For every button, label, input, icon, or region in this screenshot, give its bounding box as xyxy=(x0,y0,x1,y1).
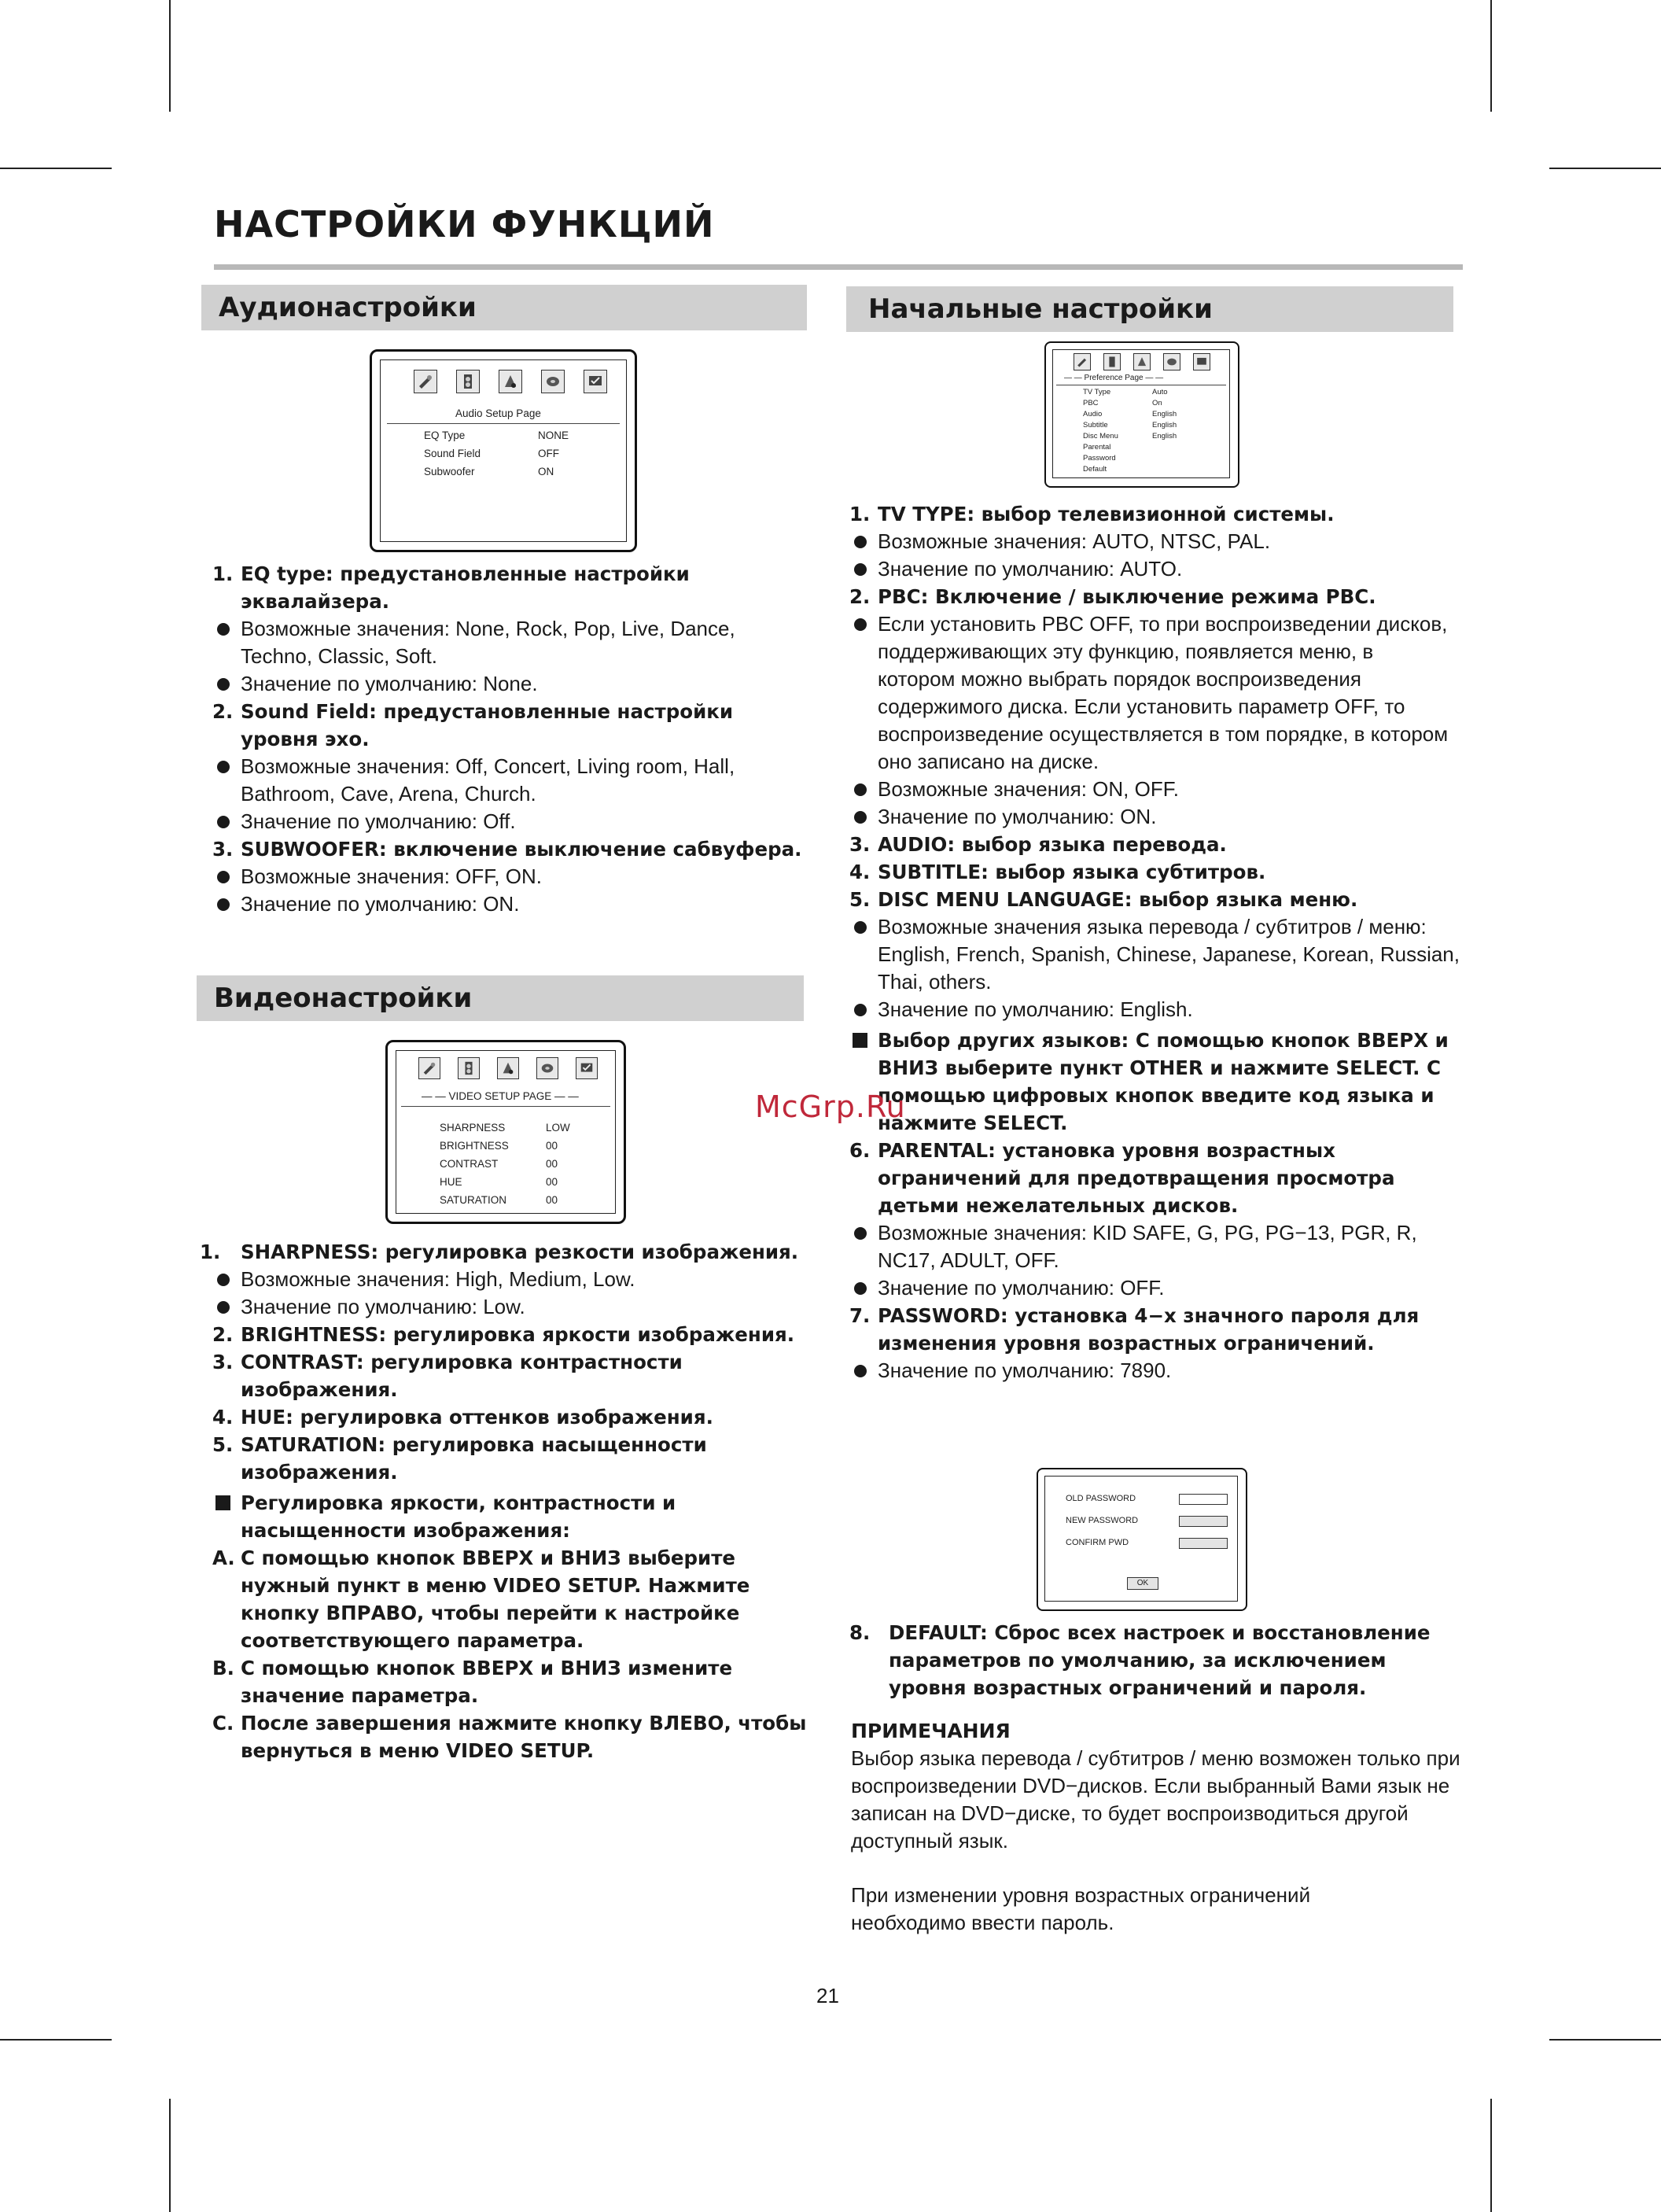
list-item: 3. AUDIO: выбор языка перевода. xyxy=(849,833,1227,856)
bullet: Значение по умолчанию: AUTO. xyxy=(851,555,1464,583)
screen-row-value: 00 xyxy=(546,1176,558,1188)
screen-page-title: — — VIDEO SETUP PAGE — — xyxy=(422,1090,579,1102)
screen-row-label: SHARPNESS xyxy=(440,1122,506,1134)
screen-row-label: Password xyxy=(1083,454,1116,463)
bullet: Значение по умолчанию: None. xyxy=(214,670,804,698)
old-password-field[interactable] xyxy=(1179,1494,1228,1505)
list-item: 1. EQ type: предустановленные настройки эквалайзера. xyxy=(212,562,690,613)
crop-mark xyxy=(0,168,112,169)
list-item: 2. BRIGHTNESS: регулировка яркости изображения. xyxy=(212,1323,795,1346)
list-item: 6. PARENTAL: установка уровня возрастных ограничений для предотвращения просмотра детьми нежелательных дисков. xyxy=(849,1139,1395,1217)
screen-row-value: On xyxy=(1152,399,1162,407)
bullet: Значение по умолчанию: ON. xyxy=(851,803,1464,831)
general-setup-icon xyxy=(418,1057,440,1079)
list-item: 5. SATURATION: регулировка насыщенности изображения. xyxy=(212,1433,707,1484)
bullet: Значение по умолчанию: 7890. xyxy=(851,1357,1464,1384)
list-item: 7. PASSWORD: установка 4−х значного пароля для изменения уровня возрастных ограничений. xyxy=(849,1304,1420,1355)
general-setup-icon xyxy=(1074,353,1091,371)
video-text xyxy=(200,1238,812,1764)
list-item: 4. SUBTITLE: выбор языка субтитров. xyxy=(849,861,1266,883)
bullet: Значение по умолчанию: ON. xyxy=(214,890,804,918)
bullet: Значение по умолчанию: Off. xyxy=(214,808,804,835)
new-password-field[interactable] xyxy=(1179,1516,1228,1527)
list-item: 4. HUE: регулировка оттенков изображения. xyxy=(212,1406,713,1429)
bullet: Если установить PBC OFF, то при воспроизведении дисков, поддерживающих эту функцию, появляется меню, в котором можно выбрать порядок воспроизведения содержимого диска. Если установить параметр OFF, то воспроизведение осуществляется в том порядке, в котором оно записано на диске. xyxy=(851,610,1452,776)
step-item: C. После завершения нажмите кнопку ВЛЕВО, чтобы вернуться в меню VIDEO SETUP. xyxy=(212,1712,807,1762)
bullet: Возможные значения языка перевода / субтитров / меню: English, French, Spanish, Chinese, Japanese, Korean, Russian, Thai, others. xyxy=(851,913,1464,996)
audio-icon xyxy=(499,370,522,393)
page-number: 21 xyxy=(816,1984,839,2007)
preference-icon xyxy=(576,1057,598,1079)
list-item: 5. DISC MENU LANGUAGE: выбор языка меню. xyxy=(849,888,1358,911)
list-item: 3. SUBWOOFER: включение выключение сабвуфера. xyxy=(212,838,802,861)
screen-row-value: English xyxy=(1152,432,1177,441)
bullet: Значение по умолчанию: OFF. xyxy=(851,1274,1464,1302)
preference-screen xyxy=(1044,341,1239,488)
screen-row-value: LOW xyxy=(546,1122,570,1134)
preference-text-top xyxy=(851,500,1464,1384)
screen-row-label: Default xyxy=(1083,465,1107,474)
screen-row-value: Auto xyxy=(1152,388,1168,396)
bullet: Возможные значения: AUTO, NTSC, PAL. xyxy=(851,528,1464,555)
bullet: Возможные значения: OFF, ON. xyxy=(214,863,804,890)
notes-paragraph: Выбор языка перевода / субтитров / меню возможен только при воспроизведении DVD−дисков. Если выбранный Вами язык не записан на DVD−диске, то будет воспроизводиться другой доступный язык. xyxy=(851,1746,1460,1853)
screen-row-value: OFF xyxy=(538,448,559,459)
bullet: Возможные значения: Off, Concert, Living room, Hall, Bathroom, Cave, Arena, Church. xyxy=(214,753,804,808)
screen-row-value: 00 xyxy=(546,1140,558,1152)
watermark: McGrp.Ru xyxy=(755,1089,906,1124)
notes-paragraph: При изменении уровня возрастных ограничений необходимо ввести пароль. xyxy=(851,1883,1311,1934)
bullet: Возможные значения: KID SAFE, G, PG, PG−13, PGR, R, NC17, ADULT, OFF. xyxy=(851,1219,1464,1274)
video-icon xyxy=(536,1057,558,1079)
list-item: 1. SHARPNESS: регулировка резкости изображения. xyxy=(200,1241,799,1263)
screen-row-label: HUE xyxy=(440,1176,462,1188)
page-title: НАСТРОЙКИ ФУНКЦИЙ xyxy=(214,203,715,245)
audio-icon xyxy=(1133,353,1151,371)
bullet: Возможные значения: None, Rock, Pop, Live, Dance, Techno, Classic, Soft. xyxy=(214,615,804,670)
confirm-password-label: CONFIRM PWD xyxy=(1066,1538,1129,1547)
bullet: Возможные значения: ON, OFF. xyxy=(851,776,1464,803)
screen-row-label: Audio xyxy=(1083,410,1103,418)
crop-mark xyxy=(169,0,171,112)
screen-page-title: Audio Setup Page xyxy=(455,407,541,419)
ok-button[interactable]: OK xyxy=(1127,1577,1158,1590)
screen-row-label: BRIGHTNESS xyxy=(440,1140,509,1152)
crop-mark xyxy=(1549,168,1661,169)
screen-row-label: EQ Type xyxy=(424,429,466,441)
screen-row-label: Sound Field xyxy=(424,448,481,459)
screen-row-value: English xyxy=(1152,410,1177,418)
preference-icon xyxy=(1193,353,1210,371)
video-icon xyxy=(1163,353,1180,371)
crop-mark xyxy=(0,2039,112,2041)
audio-section-heading: Аудионастройки xyxy=(201,285,807,330)
step-item: B. С помощью кнопок ВВЕРХ и ВНИЗ измените значение параметра. xyxy=(212,1657,733,1707)
title-rule xyxy=(214,264,1463,270)
crop-mark xyxy=(169,2099,171,2212)
crop-mark xyxy=(1549,2039,1661,2041)
password-screen xyxy=(1037,1468,1247,1611)
screen-row-label: CONTRAST xyxy=(440,1158,499,1170)
screen-row-label: TV Type xyxy=(1083,388,1111,396)
speaker-icon xyxy=(458,1057,480,1079)
screen-row-label: Disc Menu xyxy=(1083,432,1118,441)
preference-text-bottom xyxy=(851,1619,1464,1937)
bullet: Значение по умолчанию: English. xyxy=(851,996,1464,1023)
list-item: 8. DEFAULT: Сброс всех настроек и восстановление параметров по умолчанию, за исключением уровня возрастных ограничений и пароля. xyxy=(849,1621,1431,1699)
confirm-password-field[interactable] xyxy=(1179,1538,1228,1549)
screen-row-label: Subtitle xyxy=(1083,421,1108,429)
screen-row-value: NONE xyxy=(538,429,569,441)
video-section-heading: Видеонастройки xyxy=(197,975,804,1021)
video-setup-screen xyxy=(385,1040,626,1224)
screen-row-label: PBC xyxy=(1083,399,1099,407)
bullet: Возможные значения: High, Medium, Low. xyxy=(214,1266,812,1293)
preference-icon xyxy=(584,370,607,393)
preference-section-heading: Начальные настройки xyxy=(846,286,1453,332)
adjust-heading: Регулировка яркости, контрастности и насыщенности изображения: xyxy=(214,1489,812,1544)
audio-icon xyxy=(497,1057,519,1079)
step-item: A. С помощью кнопок ВВЕРХ и ВНИЗ выберите нужный пункт в меню VIDEO SETUP. Нажмите кнопку ВПРАВО, чтобы перейти к настройке соответствующего параметра. xyxy=(212,1547,750,1652)
screen-row-value: 00 xyxy=(546,1158,558,1170)
screen-row-value: 00 xyxy=(546,1194,558,1206)
screen-row-value: English xyxy=(1152,421,1177,429)
other-languages: Выбор других языков: С помощью кнопок ВВЕРХ и ВНИЗ выберите пункт OTHER и нажмите SELECT. С помощью цифровых кнопок введите код языка и нажмите SELECT. xyxy=(851,1027,1464,1137)
list-item: 2. Sound Field: предустановленные настройки уровня эхо. xyxy=(212,700,734,750)
video-icon xyxy=(541,370,565,393)
list-item: 1. TV TYPE: выбор телевизионной системы. xyxy=(849,503,1335,525)
screen-row-label: Subwoofer xyxy=(424,466,475,477)
speaker-icon xyxy=(1103,353,1121,371)
screen-row-label: SATURATION xyxy=(440,1194,507,1206)
screen-page-title: — — Preference Page — — xyxy=(1064,374,1164,382)
crop-mark xyxy=(1490,2099,1492,2212)
new-password-label: NEW PASSWORD xyxy=(1066,1516,1139,1525)
screen-row-label: Parental xyxy=(1083,443,1111,452)
audio-setup-screen xyxy=(370,349,637,552)
audio-text xyxy=(214,560,804,918)
notes-title: ПРИМЕЧАНИЯ xyxy=(851,1720,1011,1742)
screen-row-value: ON xyxy=(538,466,554,477)
bullet: Значение по умолчанию: Low. xyxy=(214,1293,812,1321)
speaker-icon xyxy=(456,370,480,393)
crop-mark xyxy=(1490,0,1492,112)
old-password-label: OLD PASSWORD xyxy=(1066,1494,1136,1503)
general-setup-icon xyxy=(414,370,437,393)
list-item: 3. CONTRAST: регулировка контрастности изображения. xyxy=(212,1351,683,1401)
list-item: 2. PBC: Включение / выключение режима PBC. xyxy=(849,585,1376,608)
